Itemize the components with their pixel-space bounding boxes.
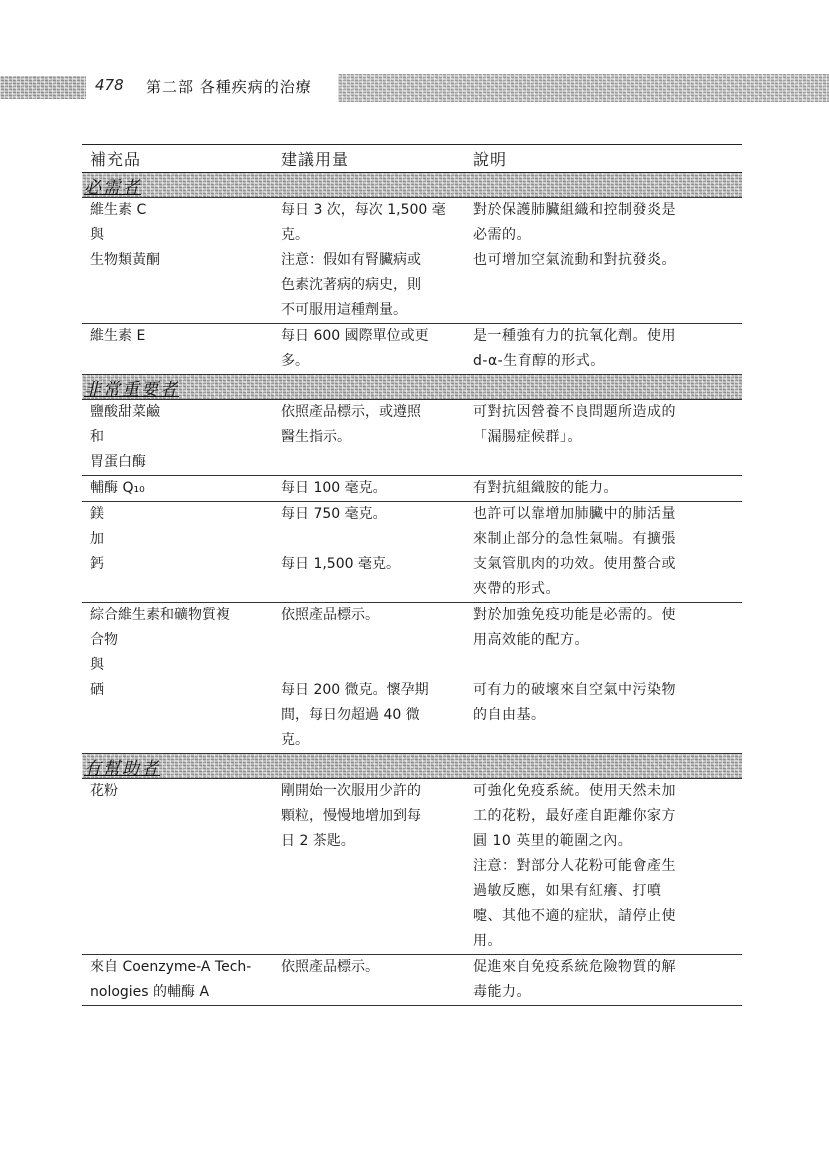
- dosage-cell: 每日 600 國際單位或更 多。: [281, 328, 429, 369]
- column-header-supplement: 補充品: [90, 150, 142, 169]
- page-title: 第二部 各種疾病的治療: [146, 78, 312, 96]
- note-cell: 對於保護肺臟組織和控制發炎是 必需的。 也可增加空氣流動和對抗發炎。: [473, 202, 676, 268]
- table-row: [82, 198, 742, 324]
- note-cell: 可強化免疫系統。使用天然未加 工的花粉，最好產自距離你家方 圓 10 英里的範圍之內。 注意：對部分人花粉可能會產生 過敏反應，如果有紅癢、打噴 嚏、其他不適的症狀，請停止使 用。: [473, 783, 676, 949]
- table-row: [82, 955, 742, 1006]
- note-cell: 促進來自免疫系統危險物質的解 毒能力。: [473, 959, 676, 1000]
- section-title: 有幫助者: [84, 758, 160, 779]
- page-number: 478: [95, 76, 124, 94]
- header-decoration-right: [338, 74, 829, 102]
- dosage-cell: 每日 3 次，每次 1,500 毫 克。 注意：假如有腎臟病或 色素沈著病的病史，則 不可服用這種劑量。: [281, 202, 446, 318]
- table-row: [82, 502, 742, 603]
- supplement-table: [82, 144, 742, 1006]
- note-cell: 是一種強有力的抗氧化劑。使用 d-α-生育醇的形式。: [473, 328, 676, 369]
- supplement-cell: 花粉: [90, 783, 118, 799]
- dosage-cell: 每日 750 毫克。 每日 1,500 毫克。: [281, 506, 400, 572]
- supplement-cell: 維生素 E: [90, 328, 146, 344]
- section-header: [82, 173, 742, 198]
- note-cell: 有對抗組織胺的能力。: [473, 480, 618, 496]
- supplement-cell: 維生素 C 與 生物類黃酮: [90, 202, 160, 268]
- column-header-note: 說明: [473, 150, 508, 169]
- note-cell: 也許可以靠增加肺臟中的肺活量 來制止部分的急性氣喘。有擴張 支氣管肌肉的功效。使用螯合或 夾帶的形式。: [473, 506, 676, 597]
- supplement-cell: 鹽酸甜菜鹼 和 胃蛋白酶: [90, 404, 160, 470]
- table-header: [82, 144, 742, 173]
- note-cell: 可對抗因營養不良問題所造成的 「漏腸症候群」。: [473, 404, 676, 445]
- column-header-dosage: 建議用量: [281, 150, 350, 169]
- section-title: 必需者: [84, 177, 141, 198]
- dosage-cell: 依照產品標示，或遵照 醫生指示。: [281, 404, 421, 445]
- table-row: [82, 779, 742, 955]
- table-body: [82, 173, 742, 1006]
- dosage-cell: 依照產品標示。 每日 200 微克。懷孕期 間，每日勿超過 40 微 克。: [281, 607, 429, 748]
- dosage-cell: 依照產品標示。: [281, 959, 379, 975]
- supplement-cell: 鎂 加 鈣: [90, 506, 104, 572]
- table-row: [82, 476, 742, 502]
- supplement-cell: 輔酶 Q₁₀: [90, 480, 145, 496]
- table-row: [82, 324, 742, 375]
- section-header: [82, 754, 742, 779]
- note-cell: 對於加強免疫功能是必需的。使 用高效能的配方。 可有力的破壞來自空氣中污染物 的自由基。: [473, 607, 676, 723]
- supplement-cell: 來自 Coenzyme-A Tech- nologies 的輔酶 A: [90, 959, 252, 1000]
- section-header: [82, 375, 742, 400]
- supplement-cell: 綜合維生素和礦物質複 合物 與 硒: [90, 607, 230, 698]
- dosage-cell: 每日 100 毫克。: [281, 480, 387, 496]
- header-decoration-left: [0, 76, 86, 99]
- section-title: 非常重要者: [84, 379, 179, 400]
- dosage-cell: 剛開始一次服用少許的 顆粒，慢慢地增加到每 日 2 茶匙。: [281, 783, 421, 849]
- table-row: [82, 603, 742, 754]
- table-row: [82, 400, 742, 476]
